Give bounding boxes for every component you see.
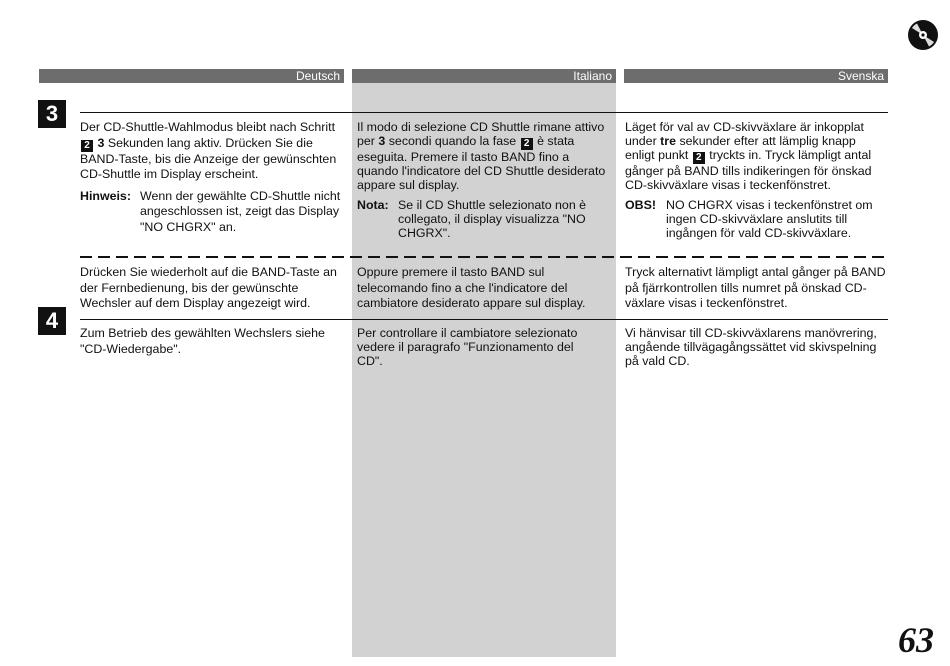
step3-de-note <box>80 189 342 236</box>
divider <box>80 112 888 113</box>
page-number: 63 <box>898 620 934 660</box>
step3-sv-text-b: tre <box>660 134 676 148</box>
cd-disc-icon <box>907 19 939 51</box>
step3-sv-text-c: sekunder efter att lämplig knapp enligt punkt <box>625 134 856 162</box>
dashed-separator <box>80 256 888 258</box>
note-label: OBS! <box>625 198 656 212</box>
step3-it-note <box>357 198 612 240</box>
step3-de-text-c: Sekunden lang aktiv. Drücken Sie die BAND-Taste, bis die Anzeige der gewünschten CD-Shuttle im Display erscheint. <box>80 135 337 181</box>
step3-sv-note <box>625 198 887 240</box>
note-text: NO CHGRX visas i teckenfönstret om ingen CD-skivväxlare anslutits till ingången för vald CD-skivväxlare. <box>666 198 873 240</box>
step-ref-box: 2 <box>521 138 533 150</box>
step3-deutsch <box>80 120 342 235</box>
lang-header-deutsch: Deutsch <box>39 69 344 83</box>
step-ref-box: 2 <box>693 152 705 164</box>
step3-it-text-b: 3 <box>378 134 386 148</box>
step3-de-text-a: Der CD-Shuttle-Wahlmodus bleibt nach Schritt <box>80 120 336 134</box>
step4-italiano: Per controllare il cambiatore selezionato vedere il paragrafo "Funzionamento del CD". <box>357 326 578 368</box>
step-number-4: 4 <box>38 307 66 335</box>
note-text: Wenn der gewählte CD-Shuttle nicht angeschlossen ist, zeigt das Display "NO CHGRX" an. <box>140 188 341 234</box>
step4-svenska: Vi hänvisar till CD-skivväxlarens manövrering, angående tillvägagångssättet vid skivspelning på vald CD. <box>625 326 877 368</box>
note-text: Se il CD Shuttle selezionato non è collegato, il display visualizza "NO CHGRX". <box>398 198 587 240</box>
step-number-3: 3 <box>38 100 66 128</box>
pre-step4-svenska: Tryck alternativt lämpligt antal gånger på BAND på fjärrkontrollen tills numret på önskad CD-växlare visas i teckenfönstret. <box>625 265 886 310</box>
note-label: Hinweis: <box>80 188 131 203</box>
step3-sv-text-a: Läget för val av CD-skivväxlare är inkopplat under <box>625 120 864 148</box>
lang-header-italiano: Italiano <box>352 69 616 83</box>
step3-it-text-d: è stata eseguita. Premere il tasto BAND fino a quando l'indicatore del CD Shuttle desiderato appare sul display. <box>357 134 606 192</box>
step4-deutsch: Zum Betrieb des gewählten Wechslers siehe "CD-Wiedergabe". <box>80 326 325 356</box>
lang-header-svenska: Svenska <box>624 69 888 83</box>
pre-step4-italiano: Oppure premere il tasto BAND sul telecomando fino a che l'indicatore del cambiatore desiderato appare sul display. <box>357 265 586 310</box>
step3-sv-text-d: tryckts in. Tryck lämpligt antal gånger på BAND tills indikeringen för önskad CD-skivväxlare visas i teckenfönstret. <box>625 148 872 192</box>
pre-step4-deutsch: Drücken Sie wiederholt auf die BAND-Taste an der Fernbedienung, bis der gewünschte Wechsler auf dem Display angezeigt wird. <box>80 265 337 310</box>
step3-it-text-c: secondi quando la fase <box>388 134 517 148</box>
step3-svenska <box>625 120 887 240</box>
step3-italiano <box>357 120 612 240</box>
step3-it-text-a: Il modo di selezione CD Shuttle rimane attivo per <box>357 120 605 148</box>
note-label: Nota: <box>357 198 389 212</box>
step-ref-box: 2 <box>81 140 93 152</box>
step3-de-text-b: 3 <box>97 135 105 150</box>
divider <box>80 319 888 320</box>
